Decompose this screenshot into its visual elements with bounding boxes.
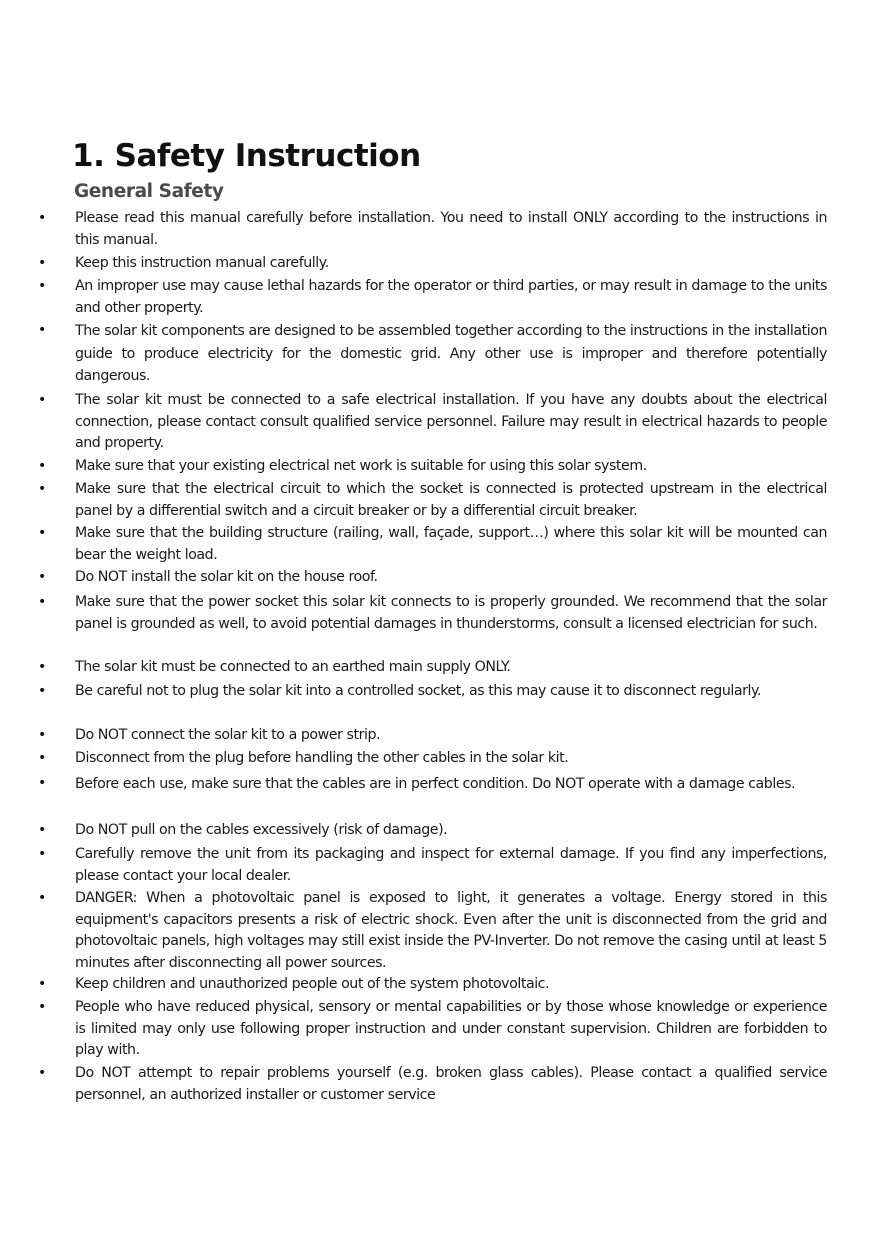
list-item-text: Make sure that the power socket this solar kit connects to is properly grounded. We recommend that the solar panel is grounded as well, to avoid potential damages in thunderstorms, consult a licensed electrician for such. (75, 594, 827, 632)
list-item (38, 1063, 827, 1106)
list-item-text: DANGER: When a photovoltaic panel is exposed to light, it generates a voltage. Energy stored in this equipment's capacitors presents a risk of electric shock. Even after the unit is disconnected from the grid and photovoltaic panels, high voltages may still exist inside the PV-Inverter. Do not remove the casing until at least 5 minutes after disconnecting all power sources. (75, 890, 827, 971)
list-item-text: Keep children and unauthorized people out of the system photovoltaic. (75, 976, 550, 992)
list-item (38, 276, 827, 319)
list-item-text: Disconnect from the plug before handling the other cables in the solar kit. (75, 750, 569, 766)
list-item (38, 567, 827, 589)
list-item (38, 523, 827, 566)
bullet-icon: • (38, 594, 46, 610)
list-item-text: Before each use, make sure that the cables are in perfect condition. Do NOT operate with a damage cables. (75, 776, 796, 792)
list-item-text: People who have reduced physical, sensory or mental capabilities or by those whose knowledge or experience is limited may only use following proper instruction and under constant supervision. Children are forbidden to play with. (75, 999, 827, 1058)
list-item-text: The solar kit components are designed to be assembled together according to the instructions in the installation guide to produce electricity for the domestic grid. Any other use is improper and therefore potentially dangerous. (75, 323, 827, 384)
bullet-icon: • (38, 278, 46, 294)
list-item (38, 208, 827, 251)
bullet-icon: • (38, 392, 46, 408)
list-item (38, 974, 827, 996)
list-item (38, 888, 827, 974)
bullet-icon: • (38, 322, 46, 338)
list-item-text: Be careful not to plug the solar kit into a controlled socket, as this may cause it to disconnect regularly. (75, 683, 761, 699)
bullet-icon: • (38, 210, 46, 226)
list-item (38, 320, 827, 388)
list-item (38, 844, 827, 887)
list-item-text: The solar kit must be connected to a safe electrical installation. If you have any doubts about the electrical connection, please contact consult qualified service personnel. Failure may result in electrical hazards to people and property. (75, 392, 827, 451)
list-item-text: Do NOT attempt to repair problems yourself (e.g. broken glass cables). Please contact a qualified service personnel, an authorized installer or customer service (75, 1065, 827, 1103)
list-item-text: Keep this instruction manual carefully. (75, 255, 329, 271)
bullet-icon: • (38, 525, 46, 541)
bullet-icon: • (38, 976, 46, 992)
list-item-text: Do NOT install the solar kit on the house roof. (75, 569, 378, 585)
list-item-text: Do NOT connect the solar kit to a power strip. (75, 727, 381, 743)
list-item (38, 592, 827, 635)
bullet-icon: • (38, 683, 46, 699)
section-title: 1. Safety Instruction (72, 138, 421, 174)
list-item (38, 253, 827, 275)
bullet-icon: • (38, 659, 46, 675)
list-item (38, 748, 827, 770)
list-item (38, 820, 827, 842)
list-item-text: Make sure that the building structure (railing, wall, façade, support…) where this solar kit will be mounted can bear the weight load. (75, 525, 827, 563)
list-item-text: Make sure that your existing electrical net work is suitable for using this solar system. (75, 458, 647, 474)
bullet-icon: • (38, 890, 46, 906)
list-item (38, 657, 827, 679)
list-item-text: Do NOT pull on the cables excessively (risk of damage). (75, 822, 448, 838)
bullet-icon: • (38, 822, 46, 838)
list-item (38, 773, 827, 796)
list-item (38, 997, 827, 1062)
list-item (38, 456, 827, 478)
bullet-icon: • (38, 481, 46, 497)
list-item (38, 725, 827, 747)
bullet-icon: • (38, 255, 46, 271)
section-subtitle: General Safety (74, 181, 224, 202)
list-item (38, 681, 827, 703)
bullet-icon: • (38, 458, 46, 474)
bullet-icon: • (38, 1065, 46, 1081)
list-item-text: The solar kit must be connected to an earthed main supply ONLY. (75, 659, 511, 675)
bullet-icon: • (38, 775, 46, 791)
list-item (38, 479, 827, 522)
bullet-icon: • (38, 846, 46, 862)
bullet-icon: • (38, 569, 46, 585)
list-item-text: An improper use may cause lethal hazards for the operator or third parties, or may result in damage to the units and other property. (75, 278, 827, 316)
list-item-text: Make sure that the electrical circuit to which the socket is connected is protected upstream in the electrical panel by a differential switch and a circuit breaker or by a differential circuit breaker. (75, 481, 827, 519)
list-item (38, 390, 827, 455)
bullet-icon: • (38, 750, 46, 766)
list-item-text: Please read this manual carefully before installation. You need to install ONLY according to the instructions in this manual. (75, 210, 827, 248)
bullet-icon: • (38, 727, 46, 743)
list-item-text: Carefully remove the unit from its packaging and inspect for external damage. If you find any imperfections, please contact your local dealer. (75, 846, 827, 884)
bullet-icon: • (38, 999, 46, 1015)
